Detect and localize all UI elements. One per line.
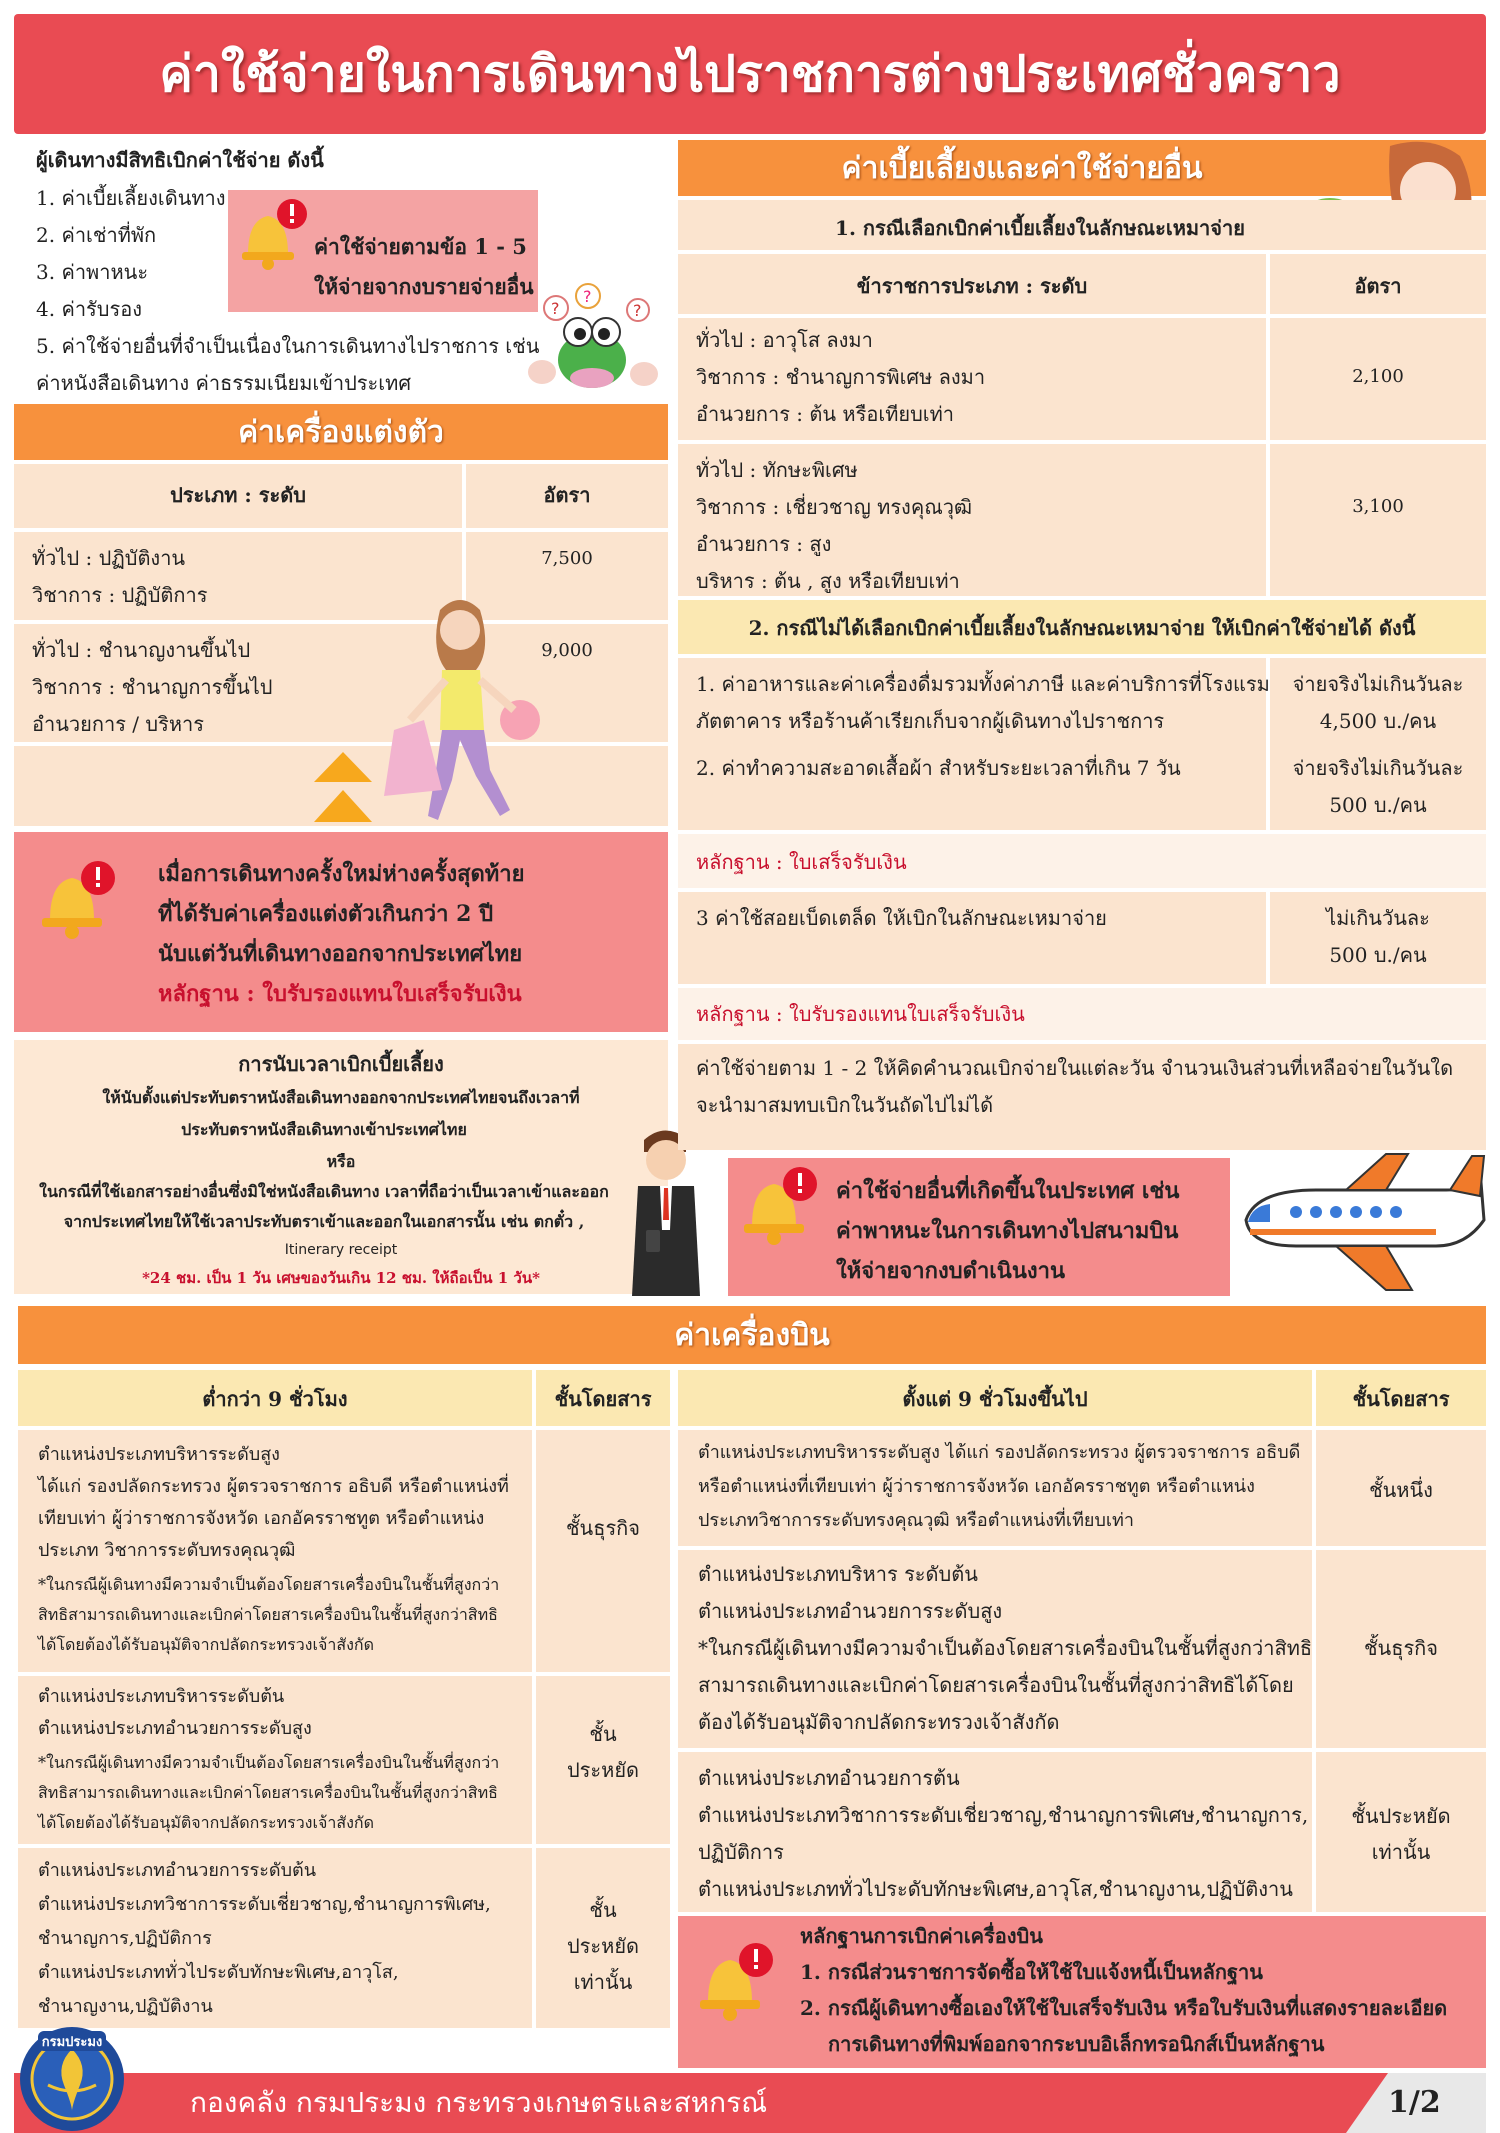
flight-right-text: ตำแหน่งประเภทบริหารระดับสูง ได้แก่ รองปลัดกระทรวง ผู้ตรวจราชการ อธิบดี	[698, 1442, 1301, 1463]
uniform-row-text: ทั่วไป : ปฏิบัติงาน	[32, 546, 186, 570]
flight-left-text: ชำนาญงาน,ปฏิบัติงาน	[38, 1996, 213, 2017]
seal-text: กรมประมง	[41, 2035, 103, 2050]
allowance-case2: 2. กรณีไม่ได้เลือกเบิกค่าเบี้ยเลี้ยงในลักษณะเหมาจ่าย ให้เบิกค่าใช้จ่ายได้ ดังนี้	[748, 616, 1416, 640]
flight-left-text: ตำแหน่งประเภทอำนวยการระดับสูง	[38, 1718, 312, 1739]
flight-right-class: ชั้นหนึ่ง	[1369, 1478, 1433, 1502]
frog-cartoon-icon	[520, 282, 665, 394]
uniform-header: ค่าเครื่องแต่งตัว	[14, 404, 668, 460]
uniform-warning-evidence: หลักฐาน : ใบรับรองแทนใบเสร็จรับเงิน	[158, 981, 522, 1007]
flight-left-text: *ในกรณีผู้เดินทางมีความจำเป็นต้องโดยสารเครื่องบินในชั้นที่สูงกว่า	[38, 1575, 500, 1594]
flight-left-row	[536, 1430, 670, 1672]
flight-right-class: ชั้นประหยัด	[1351, 1804, 1451, 1828]
allowance-row-text: วิชาการ : เชี่ยวชาญ ทรงคุณวุฒิ	[696, 495, 973, 519]
other-expense-line: ค่าพาหนะในการเดินทางไปสนามบิน	[836, 1218, 1179, 1244]
counting-note: *24 ชม. เป็น 1 วัน เศษของวันเกิน 12 ชม. ให้ถือเป็น 1 วัน*	[142, 1269, 540, 1287]
uniform-row-text: ทั่วไป : ชำนาญงานขึ้นไป	[32, 638, 251, 662]
uniform-row-text: วิชาการ : ชำนาญการขึ้นไป	[32, 675, 273, 699]
department-seal-logo	[18, 2025, 126, 2133]
allowance-evidence1: หลักฐาน : ใบเสร็จรับเงิน	[696, 850, 907, 874]
flight-right-text: ตำแหน่งประเภททั่วไประดับทักษะพิเศษ,อาวุโส,ชำนาญงาน,ปฏิบัติงาน	[698, 1877, 1293, 1901]
flight-right-text: สามารถเดินทางและเบิกค่าโดยสารเครื่องบินในชั้นที่สูงกว่าสิทธิได้โดย	[698, 1673, 1294, 1697]
counting-line: ในกรณีที่ใช้เอกสารอย่างอื่นซึ่งมิใช่หนังสือเดินทาง เวลาที่ถือว่าเป็นเวลาเข้าและออก	[39, 1182, 609, 1201]
uniform-col1-label: ประเภท : ระดับ	[170, 483, 306, 507]
counting-line: จากประเทศไทยให้ใช้เวลาประทับตราเข้าและออกในเอกสารนั้น เช่น ตกตั๋ว ,	[63, 1212, 585, 1231]
intro-note-line: ให้จ่ายจากงบรายจ่ายอื่น	[314, 274, 534, 299]
allowance-row-text: วิชาการ : ชำนาญการพิเศษ ลงมา	[696, 365, 986, 389]
allowance-rate: 3,100	[1352, 496, 1404, 517]
counting-line: ประทับตราหนังสือเดินทางเข้าประเทศไทย	[181, 1120, 467, 1139]
counting-receipt: Itinerary receipt	[284, 1242, 398, 1258]
allowance-row-text: ทั่วไป : ทักษะพิเศษ	[696, 458, 858, 482]
flight-left-text: ตำแหน่งประเภทวิชาการระดับเชี่ยวชาญ,ชำนาญการพิเศษ,	[38, 1894, 491, 1915]
intro-item: 4. ค่ารับรอง	[36, 297, 143, 321]
allowance-c2-text: 2. ค่าทำความสะอาดเสื้อผ้า สำหรับระยะเวลาที่เกิน 7 วัน	[696, 756, 1181, 780]
flight-left-text: ชำนาญการ,ปฏิบัติการ	[38, 1928, 212, 1949]
flight-evidence-line: การเดินทางที่พิมพ์ออกจากระบบอิเล็กทรอนิกส์เป็นหลักฐาน	[828, 2032, 1325, 2056]
allowance-c2-rate: 4,500 บ./คน	[1319, 709, 1437, 733]
uniform-rate: 9,000	[541, 640, 593, 661]
allowance-col1-label: ข้าราชการประเภท : ระดับ	[856, 274, 1088, 298]
allowance-row-text: ทั่วไป : อาวุโส ลงมา	[696, 328, 873, 352]
counting-line: หรือ	[326, 1152, 356, 1171]
flight-left-text: สิทธิสามารถเดินทางและเบิกค่าโดยสารเครื่องบินในชั้นที่สูงกว่าสิทธิ	[38, 1605, 498, 1624]
other-expense-line: ค่าใช้จ่ายอื่นที่เกิดขึ้นในประเทศ เช่น	[836, 1178, 1180, 1204]
shopping-woman-cartoon-icon	[380, 590, 550, 830]
uniform-warning-line: นับแต่วันที่เดินทางออกจากประเทศไทย	[158, 941, 523, 967]
flight-right-col1-label: ตั้งแต่ 9 ชั่วโมงขึ้นไป	[902, 1387, 1088, 1411]
intro-item: 2. ค่าเช่าที่พัก	[36, 223, 157, 247]
allowance-c2-text: ภัตตาคาร หรือร้านค้าเรียกเก็บจากผู้เดินทางไปราชการ	[696, 709, 1165, 733]
flight-left-text: ประเภท วิชาการระดับทรงคุณวุฒิ	[38, 1540, 296, 1561]
flight-left-class: ชั้น	[589, 1898, 617, 1922]
flight-right-text: ต้องได้รับอนุมัติจากปลัดกระทรวงเจ้าสังกัด	[698, 1710, 1060, 1734]
flight-left-text: ตำแหน่งประเภททั่วไประดับทักษะพิเศษ,อาวุโส,	[38, 1962, 399, 1983]
allowance-row-text: อำนวยการ : สูง	[696, 532, 832, 556]
triangle-arrows-icon	[310, 748, 376, 828]
flight-right-text: *ในกรณีผู้เดินทางมีความจำเป็นต้องโดยสารเครื่องบินในชั้นที่สูงกว่าสิทธิ	[698, 1636, 1313, 1660]
allowance-item3-text: 3 ค่าใช้สอยเบ็ดเตล็ด ให้เบิกในลักษณะเหมาจ่าย	[696, 906, 1107, 930]
page-number: 1/2	[1388, 2085, 1441, 2120]
intro-note-line: ค่าใช้จ่ายตามข้อ 1 - 5	[314, 234, 527, 259]
flight-left-class: เท่านั้น	[573, 1970, 633, 1994]
allowance-c2-rate: จ่ายจริงไม่เกินวันละ	[1292, 756, 1464, 780]
flight-left-text: *ในกรณีผู้เดินทางมีความจำเป็นต้องโดยสารเครื่องบินในชั้นที่สูงกว่า	[38, 1753, 500, 1772]
bell-alert-icon	[730, 1164, 826, 1248]
bell-alert-icon	[28, 858, 124, 942]
uniform-row-text: วิชาการ : ปฏิบัติการ	[32, 583, 208, 607]
flight-right-text: ตำแหน่งประเภทวิชาการระดับเชี่ยวชาญ,ชำนาญการพิเศษ,ชำนาญการ,	[698, 1803, 1309, 1827]
flight-right-text: ตำแหน่งประเภทอำนวยการระดับสูง	[698, 1599, 1003, 1623]
flight-evidence-line: 1. กรณีส่วนราชการจัดซื้อให้ใช้ใบแจ้งหนี้เป็นหลักฐาน	[800, 1960, 1263, 1984]
allowance-c2-rate: 500 บ./คน	[1329, 793, 1427, 817]
uniform-row-text: อำนวยการ / บริหาร	[32, 712, 204, 736]
svg-text:?: ?	[583, 287, 592, 306]
counting-title: การนับเวลาเบิกเบี้ยเลี้ยง	[238, 1052, 444, 1076]
flight-left-class: ประหยัด	[566, 1758, 640, 1782]
flight-evidence-title: หลักฐานการเบิกค่าเครื่องบิน	[800, 1924, 1043, 1948]
airplane-cartoon-icon	[1236, 1150, 1486, 1300]
bell-alert-icon	[228, 196, 312, 272]
intro-item: 5. ค่าใช้จ่ายอื่นที่จำเป็นเนื่องในการเดินทางไปราชการ เช่น	[36, 334, 540, 358]
flight-left-text: ได้โดยต้องได้รับอนุมัติจากปลัดกระทรวงเจ้าสังกัด	[38, 1813, 374, 1832]
flight-left-text: สิทธิสามารถเดินทางและเบิกค่าโดยสารเครื่องบินในชั้นที่สูงกว่าสิทธิ	[38, 1783, 498, 1802]
allowance-evidence2: หลักฐาน : ใบรับรองแทนใบเสร็จรับเงิน	[696, 1002, 1025, 1026]
svg-text:?: ?	[633, 301, 642, 320]
flight-evidence-line: 2. กรณีผู้เดินทางซื้อเองให้ใช้ใบเสร็จรับเงิน หรือใบรับเงินที่แสดงรายละเอียด	[800, 1996, 1448, 2020]
flight-right-class: ชั้นธุรกิจ	[1363, 1636, 1439, 1660]
allowance-item3-rate: ไม่เกินวันละ	[1326, 906, 1430, 930]
flight-right-text: ตำแหน่งประเภทบริหาร ระดับต้น	[698, 1562, 978, 1586]
flight-right-col2-label: ชั้นโดยสาร	[1352, 1387, 1450, 1411]
page-title: ค่าใช้จ่ายในการเดินทางไปราชการต่างประเทศชั่วคราว	[14, 14, 1486, 134]
allowance-col2-label: อัตรา	[1354, 274, 1402, 298]
flight-right-class: เท่านั้น	[1371, 1840, 1431, 1864]
flight-left-text: ตำแหน่งประเภทบริหารระดับสูง	[38, 1444, 280, 1465]
allowance-row	[1270, 444, 1486, 596]
intro-item: 1. ค่าเบี้ยเลี้ยงเดินทาง	[36, 186, 226, 210]
allowance-note-line: จะนำมาสมทบเบิกในวันถัดไปไม่ได้	[696, 1093, 994, 1117]
flight-right-text: ปฏิบัติการ	[698, 1840, 784, 1864]
other-expense-line: ให้จ่ายจากงบดำเนินงาน	[836, 1258, 1066, 1284]
allowance-header: ค่าเบี้ยเลี้ยงและค่าใช้จ่ายอื่น	[678, 140, 1486, 196]
flight-left-text: เทียบเท่า ผู้ว่าราชการจังหวัด เอกอัครราชทูต หรือตำแหน่ง	[38, 1508, 485, 1529]
flight-right-row	[1316, 1752, 1486, 1912]
flight-left-text: ตำแหน่งประเภทบริหารระดับต้น	[38, 1686, 285, 1707]
allowance-row-text: อำนวยการ : ต้น หรือเทียบเท่า	[696, 402, 955, 426]
allowance-case1: 1. กรณีเลือกเบิกค่าเบี้ยเลี้ยงในลักษณะเหมาจ่าย	[835, 216, 1245, 240]
uniform-rate: 7,500	[541, 548, 593, 569]
allowance-row-text: บริหาร : ต้น , สูง หรือเทียบเท่า	[696, 569, 960, 593]
flight-left-class: ประหยัด	[566, 1934, 640, 1958]
flight-left-col2-label: ชั้นโดยสาร	[554, 1387, 652, 1411]
uniform-warning-line: เมื่อการเดินทางครั้งใหม่ห่างครั้งสุดท้าย	[158, 861, 525, 887]
svg-text:?: ?	[551, 299, 560, 318]
allowance-c2-rate: จ่ายจริงไม่เกินวันละ	[1292, 672, 1464, 696]
allowance-c2-text: 1. ค่าอาหารและค่าเครื่องดื่มรวมทั้งค่าภาษี และค่าบริการที่โรงแรม	[696, 672, 1270, 696]
flight-left-class: ชั้นธุรกิจ	[565, 1516, 641, 1540]
allowance-note-line: ค่าใช้จ่ายตาม 1 - 2 ให้คิดคำนวณเบิกจ่ายในแต่ละวัน จำนวนเงินส่วนที่เหลือจ่ายในวันใด	[696, 1056, 1454, 1080]
flight-right-text: หรือตำแหน่งที่เทียบเท่า ผู้ว่าราชการจังหวัด เอกอัครราชทูต หรือตำแหน่ง	[698, 1476, 1255, 1497]
bell-alert-icon	[686, 1940, 782, 2024]
flight-right-text: ประเภทวิชาการระดับทรงคุณวุฒิ หรือตำแหน่งที่เทียบเท่า	[698, 1510, 1135, 1531]
allowance-rate: 2,100	[1352, 366, 1404, 387]
uniform-warning-line: ที่ได้รับค่าเครื่องแต่งตัวเกินกว่า 2 ปี	[158, 901, 494, 927]
counting-line: ให้นับตั้งแต่ประทับตราหนังสือเดินทางออกจากประเทศไทยจนถึงเวลาที่	[102, 1088, 580, 1107]
intro-heading: ผู้เดินทางมีสิทธิเบิกค่าใช้จ่าย ดังนี้	[36, 148, 324, 172]
flight-left-text: ได้โดยต้องได้รับอนุมัติจากปลัดกระทรวงเจ้าสังกัด	[38, 1635, 374, 1654]
allowance-item3-rate: 500 บ./คน	[1329, 943, 1427, 967]
flight-header: ค่าเครื่องบิน	[18, 1306, 1486, 1364]
intro-item: 3. ค่าพาหนะ	[36, 260, 149, 284]
flight-left-class: ชั้น	[589, 1722, 617, 1746]
flight-left-col1-label: ต่ำกว่า 9 ชั่วโมง	[202, 1387, 348, 1411]
flight-right-text: ตำแหน่งประเภทอำนวยการต้น	[698, 1766, 960, 1790]
footer-org: กองคลัง กรมประมง กระทรวงเกษตรและสหกรณ์	[190, 2086, 768, 2119]
flight-left-text: ตำแหน่งประเภทอำนวยการระดับต้น	[38, 1860, 316, 1881]
uniform-col2-label: อัตรา	[543, 483, 591, 507]
flight-left-text: ได้แก่ รองปลัดกระทรวง ผู้ตรวจราชการ อธิบดี หรือตำแหน่งที่	[38, 1476, 509, 1497]
intro-item: ค่าหนังสือเดินทาง ค่าธรรมเนียมเข้าประเทศ	[36, 371, 412, 395]
